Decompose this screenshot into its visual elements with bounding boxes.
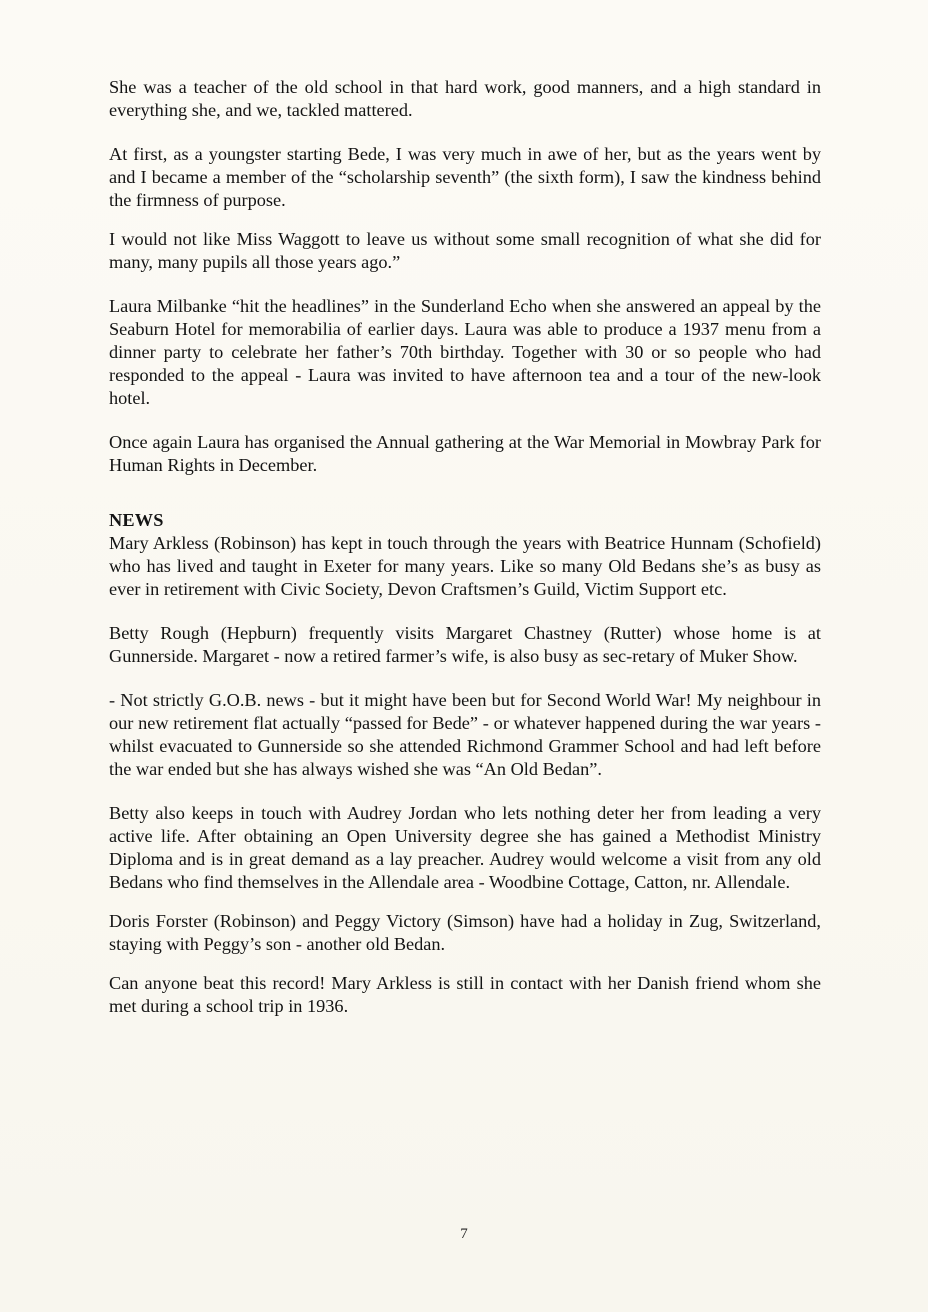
paragraph-record: Can anyone beat this record! Mary Arkless is still in contact with her Danish friend whom she met during a school trip in 1936.: [109, 973, 821, 1016]
page-number: 7: [460, 1226, 468, 1242]
paragraph-betty-rough: Betty Rough (Hepburn) frequently visits Margaret Chastney (Rutter) whose home is at Gunnerside. Margaret - now a retired farmer’s wife, is also busy as sec-retary of Muker Show.: [109, 623, 821, 666]
news-heading: NEWS: [109, 510, 164, 530]
paragraph-laura-headlines: Laura Milbanke “hit the headlines” in the Sunderland Echo when she answered an appeal by the Seaburn Hotel for memorabilia of earlier days. Laura was able to produce a 1937 menu from a dinner party to celebrate her father’s 70th birthday. Together with 30 or so people who had responded to the appeal - Laura was invited to have afternoon tea and a tour of the new-look hotel.: [109, 296, 821, 408]
paragraph-recognition: I would not like Miss Waggott to leave us without some small recognition of what she did for many, many pupils all those years ago.”: [109, 229, 821, 272]
page-body: [109, 76, 821, 1018]
paragraph-awe-of-her: At first, as a youngster starting Bede, I was very much in awe of her, but as the years went by and I became a member of the “scholarship seventh” (the sixth form), I saw the kindness behind the firmness of purpose.: [109, 144, 821, 210]
paragraph-not-strictly-gob: - Not strictly G.O.B. news - but it might have been but for Second World War! My neighbour in our new retirement flat actually “passed for Bede” - or whatever happened during the war years - whilst evacuated to Gunnerside so she attended Richmond Grammer School and had left before the war ended but she has always wished she was “An Old Bedan”.: [109, 690, 821, 779]
paragraph-annual-gathering: Once again Laura has organised the Annual gathering at the War Memorial in Mowbray Park for Human Rights in December.: [109, 432, 821, 475]
paragraph-teacher-old-school: She was a teacher of the old school in that hard work, good manners, and a high standard in everything she, and we, tackled mattered.: [109, 77, 821, 120]
paragraph-mary-arkless: Mary Arkless (Robinson) has kept in touch through the years with Beatrice Hunnam (Schofield) who has lived and taught in Exeter for many years. Like so many Old Bedans she’s as busy as ever in retirement with Civic Society, Devon Craftsmen’s Guild, Victim Support etc.: [109, 533, 821, 599]
paragraph-audrey-jordan: Betty also keeps in touch with Audrey Jordan who lets nothing deter her from leading a very active life. After obtaining an Open University degree she has gained a Methodist Ministry Diploma and is in great demand as a lay preacher. Audrey would welcome a visit from any old Bedans who find themselves in the Allendale area - Woodbine Cottage, Catton, nr. Allendale.: [109, 803, 821, 892]
paragraph-doris-forster: Doris Forster (Robinson) and Peggy Victory (Simson) have had a holiday in Zug, Switzerland, staying with Peggy’s son - another old Bedan.: [109, 911, 821, 954]
